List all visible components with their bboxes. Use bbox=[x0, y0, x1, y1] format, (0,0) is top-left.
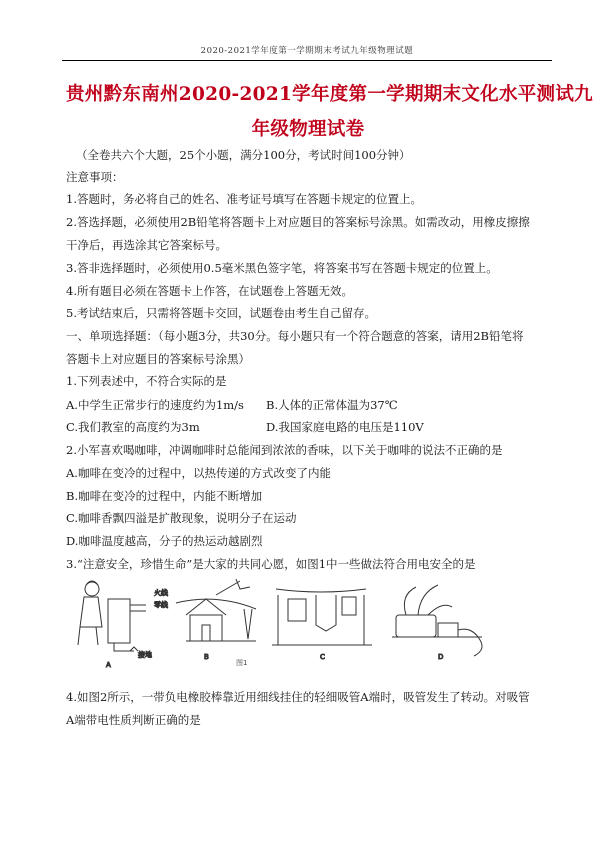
figure-panel-a bbox=[78, 581, 168, 669]
question-1-option-d: D.我国家庭电路的电压是110V bbox=[266, 420, 424, 434]
figure-panel-c-label: C bbox=[320, 653, 325, 661]
question-2-option-d: D.咖啡温度越高，分子的热运动越剧烈 bbox=[66, 534, 263, 548]
exam-title-line-1: 贵州黔东南州2020-2021学年度第一学期期末文化水平测试九 bbox=[66, 84, 593, 105]
note-item: 5.考试结束后，只需将答题卡交回，试题卷由考生自己留存。 bbox=[66, 306, 376, 320]
figure-label-live: 火 bbox=[154, 589, 161, 597]
figure-label-neutral: 零 bbox=[154, 601, 161, 609]
question-4-stem-cont: A端带电性质判断正确的是 bbox=[66, 713, 201, 727]
question-1-option-c: C.我们教室的高度约为3m bbox=[66, 420, 200, 434]
question-2-option-c: C.咖啡香飘四溢是扩散现象，说明分子在运动 bbox=[66, 511, 297, 525]
note-item: 3.答非选择题时，必须使用0.5毫米黑色签字笔，将答案书写在答题卡规定的位置上。 bbox=[66, 261, 498, 275]
running-header: 2020-2021学年度第一学期期末考试九年级物理试题 bbox=[200, 46, 414, 56]
question-2-stem: 2.小军喜欢喝咖啡，冲调咖啡时总能闻到浓浓的香味，以下关于咖啡的说法不正确的是 bbox=[66, 443, 503, 457]
figure-panel-a-label: A bbox=[106, 661, 111, 669]
figure-1-electrical-safety bbox=[66, 575, 550, 670]
exam-info: （全卷共六个大题，25个小题，满分100分，考试时间100分钟） bbox=[76, 148, 411, 162]
figure-label-wire: 线 bbox=[161, 589, 168, 597]
section-heading-cont: 答题卡上对应题目的答案标号涂黑） bbox=[66, 352, 250, 366]
figure-caption: 图1 bbox=[236, 659, 248, 667]
figure-label-ground: 接地 bbox=[138, 651, 152, 659]
notes-heading: 注意事项： bbox=[66, 170, 124, 184]
figure-panel-c bbox=[272, 589, 372, 661]
question-3-stem: 3.“注意安全，珍惜生命”是大家的共同心愿，如图1中一些做法符合用电安全的是 bbox=[66, 557, 476, 571]
question-1-stem: 1.下列表述中，不符合实际的是 bbox=[66, 374, 227, 388]
figure-panel-b bbox=[176, 579, 256, 661]
note-item: 4.所有题目必须在答题卡上作答，在试题卷上答题无效。 bbox=[66, 284, 353, 298]
figure-label-wire-2: 线 bbox=[161, 601, 168, 609]
section-heading: 一、单项选择题：（每小题3分，共30分。每小题只有一个符合题意的答案，请用2B铅笔将 bbox=[66, 329, 524, 343]
figure-panel-d bbox=[392, 585, 482, 661]
question-1-option-a: A.中学生正常步行的速度约为1m/s bbox=[66, 398, 244, 412]
note-item: 干净后，再选涂其它答案标号。 bbox=[66, 238, 227, 252]
note-item: 1.答题时，务必将自己的姓名、准考证号填写在答题卡规定的位置上。 bbox=[66, 192, 422, 206]
exam-title-line-2: 年级物理试卷 bbox=[251, 119, 365, 140]
figure-panel-d-label: D bbox=[438, 653, 444, 661]
question-2-option-b: B.咖啡在变冷的过程中，内能不断增加 bbox=[66, 489, 263, 503]
figure-panel-b-label: B bbox=[204, 653, 209, 661]
question-2-option-a: A.咖啡在变冷的过程中，以热传递的方式改变了内能 bbox=[66, 466, 331, 480]
question-1-option-b: B.人体的正常体温为37℃ bbox=[266, 398, 398, 412]
note-item: 2.答选择题，必须使用2B铅笔将答题卡上对应题目的答案标号涂黑。如需改动，用橡皮擦擦 bbox=[66, 215, 530, 229]
question-4-stem: 4.如图2所示，一带负电橡胶棒靠近用细线挂住的轻细吸管A端时，吸管发生了转动。对吸管 bbox=[66, 690, 530, 704]
header-rule bbox=[62, 60, 552, 61]
